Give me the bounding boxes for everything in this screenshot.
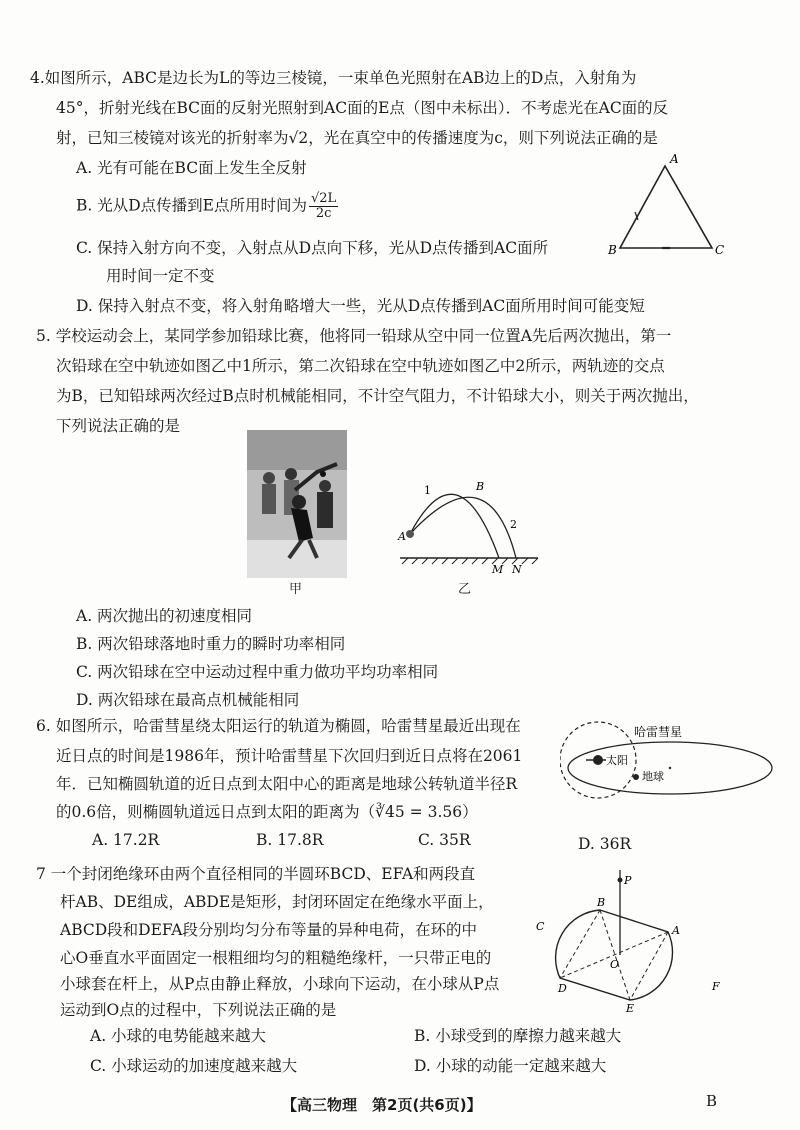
label-c: C xyxy=(715,243,725,257)
q7-ring-figure xyxy=(530,860,770,1012)
paper-version: B xyxy=(706,1092,718,1110)
trajectory-2 xyxy=(410,497,516,558)
q5-stem-line3: 为B，已知铅球两次经过B点时机械能相同，不计空气阻力，不计铅球大小，则关于两次抛出， xyxy=(56,387,699,405)
label-p: P xyxy=(624,874,632,887)
label-c: C xyxy=(536,920,545,933)
q4-option-a: A. 光有可能在BC面上发生全反射 xyxy=(76,159,307,177)
label-a: A xyxy=(672,924,680,937)
q6-orbit-figure xyxy=(560,720,780,832)
q7-option-b: B. 小球受到的摩擦力越来越大 xyxy=(414,1027,622,1045)
label-m: M xyxy=(492,563,504,576)
q5-option-d: D. 两次铅球在最高点机械能相同 xyxy=(76,691,300,709)
earth-dot xyxy=(633,774,639,780)
q5-diagram-caption: 乙 xyxy=(458,582,472,597)
q7-stem-line6: 运动到O点的过程中，下列说法正确的是 xyxy=(60,1001,337,1019)
label-b: B xyxy=(597,896,606,909)
label-1: 1 xyxy=(424,484,431,497)
q7-stem-line3: ABCD段和DEFA段分别均匀分布等量的异种电荷，在环的中 xyxy=(60,921,478,939)
q4-option-b-text: B. 光从D点传播到E点所用时间为 xyxy=(76,196,307,215)
q6-option-a: A. 17.2R xyxy=(92,831,160,849)
q5-stem-line2: 次铅球在空中轨迹如图乙中1所示，第二次铅球在空中轨迹如图乙中2所示，两轨迹的交点 xyxy=(56,357,665,375)
q4-option-d: D. 保持入射点不变，将入射角略增大一些，光从D点传播到AC面所用时间可能变短 xyxy=(76,297,645,315)
q6-stem-line4: 的0.6倍，则椭圆轨道远日点到太阳的距离为（∛45 = 3.56） xyxy=(56,803,478,821)
q5-trajectory-figure xyxy=(388,470,548,580)
label-d: D xyxy=(558,982,567,995)
q5-option-c: C. 两次铅球在空中运动过程中重力做功平均功率相同 xyxy=(76,663,439,681)
q4-option-c-line2: 用时间一定不变 xyxy=(106,267,215,285)
q4-option-c-line1: C. 保持入射方向不变，入射点从D点向下移，光从D点传播到AC面所 xyxy=(76,239,549,257)
label-f: F xyxy=(712,980,720,993)
trajectory-1 xyxy=(410,494,499,558)
q6-option-d: D. 36R xyxy=(578,835,632,853)
label-b: B xyxy=(476,480,485,493)
q5-stem-line1: 5. 学校运动会上，某同学参加铅球比赛，他将同一铅球从空中同一位置A先后两次抛出，第一 xyxy=(36,327,672,345)
q4-frac-num: √2L xyxy=(311,191,337,206)
q5-photo-caption: 甲 xyxy=(289,582,303,597)
q5-option-b: B. 两次铅球落地时重力的瞬时功率相同 xyxy=(76,635,346,653)
label-o: O xyxy=(610,958,620,971)
q4-frac-den: 2c xyxy=(315,206,332,221)
q6-stem-line1: 6. 如图所示，哈雷彗星绕太阳运行的轨道为椭圆，哈雷彗星最近出现在 xyxy=(36,717,521,735)
label-a: A xyxy=(398,530,406,543)
comet-label: 哈雷彗星 xyxy=(634,725,683,739)
q7-option-a: A. 小球的电势能越来越大 xyxy=(90,1027,267,1045)
q7-stem-line4: 心O垂直水平面固定一根粗细均匀的粗糙绝缘杆，一只带正电的 xyxy=(60,949,492,967)
label-b: B xyxy=(608,243,617,257)
q4-prism-figure xyxy=(600,150,740,262)
label-n: N xyxy=(512,563,522,576)
q7-stem-line2: 杆AB、DE组成，ABDE是矩形，封闭环固定在绝缘水平面上， xyxy=(60,893,494,911)
page-footer: 【高三物理 第2页(共6页)】 xyxy=(282,1096,482,1114)
q6-option-c: C. 35R xyxy=(418,831,471,849)
q5-option-a: A. 两次抛出的初速度相同 xyxy=(76,607,253,625)
q4-stem-line3: 射，已知三棱镜对该光的折射率为√2，光在真空中的传播速度为c，则下列说法正确的是 xyxy=(56,129,658,147)
q7-stem-line5: 小球套在杆上，从P点由静止释放，小球向下运动，在小球从P点 xyxy=(60,975,500,993)
q4-stem-line1: 4.如图所示，ABC是边长为L的等边三棱镜，一束单色光照射在AB边上的D点，入射角为 xyxy=(30,69,637,87)
prism-triangle xyxy=(620,166,712,248)
q7-stem-line1: 7 一个封闭绝缘环由两个直径相同的半圆环BCD、EFA和两段直 xyxy=(36,865,476,883)
q7-option-d: D. 小球的动能一定越来越大 xyxy=(414,1057,607,1075)
q4-option-b-fraction xyxy=(309,192,338,221)
earth-label: 地球 xyxy=(642,770,664,783)
q4-stem-line2: 45°，折射光线在BC面的反射光照射到AC面的E点（图中未标出）．不考虑光在AC面的反 xyxy=(56,99,669,117)
q6-stem-line3: 年．已知椭圆轨道的近日点到太阳中心的距离是地球公转轨道半径R xyxy=(56,775,518,793)
sun-label: 太阳 xyxy=(606,754,628,767)
label-2: 2 xyxy=(510,518,517,531)
label-a: A xyxy=(670,152,679,166)
q4-option-b xyxy=(76,192,340,221)
label-e: E xyxy=(626,1002,635,1012)
q5-photo xyxy=(247,430,347,578)
q7-option-c: C. 小球运动的加速度越来越大 xyxy=(90,1057,298,1075)
rect-diagonals xyxy=(560,910,668,1000)
shot-ball xyxy=(406,530,414,538)
q5-stem-line4: 下列说法正确的是 xyxy=(56,417,181,435)
q6-stem-line2: 近日点的时间是1986年，预计哈雷彗星下次回归到近日点将在2061 xyxy=(56,747,523,765)
q6-option-b: B. 17.8R xyxy=(256,831,324,849)
point-p xyxy=(618,878,623,883)
